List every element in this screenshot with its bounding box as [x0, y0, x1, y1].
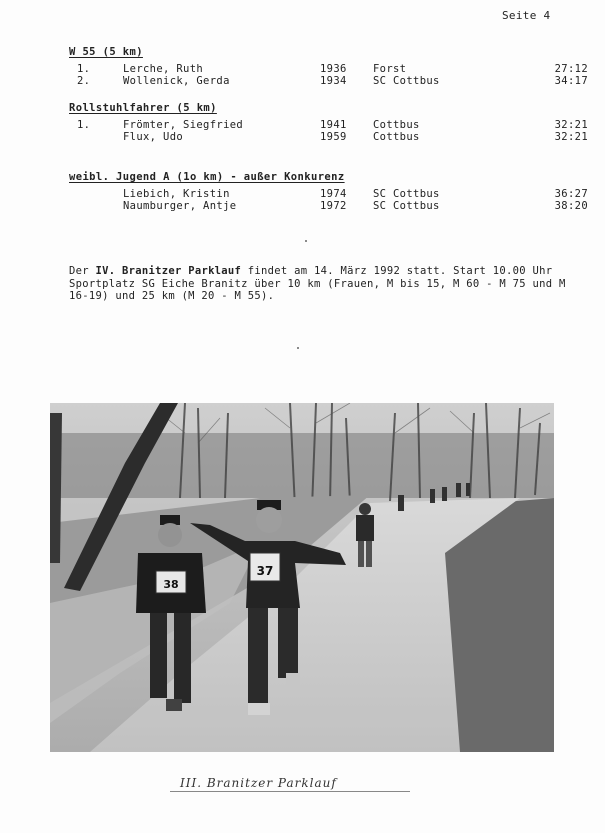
result-time: 38:20: [554, 200, 588, 212]
result-time: 32:21: [554, 118, 588, 131]
scan-speck: [305, 240, 307, 242]
result-year: 1974: [320, 187, 347, 200]
results-section-rollstuhl: [69, 102, 589, 144]
result-year: 1959: [320, 131, 347, 143]
result-name: Wollenick, Gerda: [123, 75, 230, 87]
result-time: 34:17: [554, 75, 588, 87]
result-year: 1972: [320, 200, 347, 212]
result-row: [69, 188, 589, 201]
announcement-text: findet am 14. März 1992 statt. Start 10.00 Uhr Sportplatz SG Eiche Branitz über 10 km (Frauen, M bis 15, M 60 - M 75 und M 16-19) und 25 km (M 20 - M 55).: [69, 265, 566, 302]
result-place: 1.: [77, 62, 91, 75]
result-row: [69, 119, 589, 132]
result-row: [69, 200, 589, 213]
result-club: Cottbus: [373, 131, 420, 143]
result-name: Liebich, Kristin: [123, 187, 230, 200]
result-time: 36:27: [554, 187, 588, 200]
result-row: [69, 131, 589, 144]
result-club: Forst: [373, 62, 407, 75]
section-heading: weibl. Jugend A (1o km) - außer Konkurenz: [69, 171, 345, 183]
section-heading: W 55 (5 km): [69, 46, 143, 58]
result-year: 1936: [320, 62, 347, 75]
results-section-jugend-a: [69, 171, 589, 213]
result-club: SC Cottbus: [373, 75, 440, 87]
result-name: Lerche, Ruth: [123, 62, 204, 75]
result-time: 27:12: [554, 62, 588, 75]
result-name: Flux, Udo: [123, 131, 184, 143]
result-place: 2.: [77, 75, 91, 87]
results-section-w55: [69, 46, 589, 88]
result-year: 1941: [320, 118, 347, 131]
result-row: [69, 63, 589, 76]
result-club: SC Cottbus: [373, 187, 440, 200]
result-time: 32:21: [554, 131, 588, 143]
result-club: Cottbus: [373, 118, 420, 131]
result-row: [69, 75, 589, 88]
result-name: Frömter, Siegfried: [123, 118, 244, 131]
page-number: Seite 4: [502, 9, 551, 22]
result-year: 1934: [320, 75, 347, 87]
announcement-paragraph: [69, 265, 579, 303]
result-name: Naumburger, Antje: [123, 200, 237, 212]
result-club: SC Cottbus: [373, 200, 440, 212]
race-photo: [50, 403, 554, 752]
result-place: 1.: [77, 118, 91, 131]
photo-caption: III. Branitzer Parklauf: [180, 776, 337, 790]
section-heading: Rollstuhlfahrer (5 km): [69, 102, 217, 114]
scan-speck: [297, 347, 299, 349]
bib-37-number: 37: [256, 564, 274, 578]
announcement-event-name: IV. Branitzer Parklauf: [95, 265, 242, 277]
announcement-prefix: Der: [69, 265, 96, 277]
bib-38-number: 38: [163, 578, 179, 591]
caption-underline: [170, 791, 410, 792]
